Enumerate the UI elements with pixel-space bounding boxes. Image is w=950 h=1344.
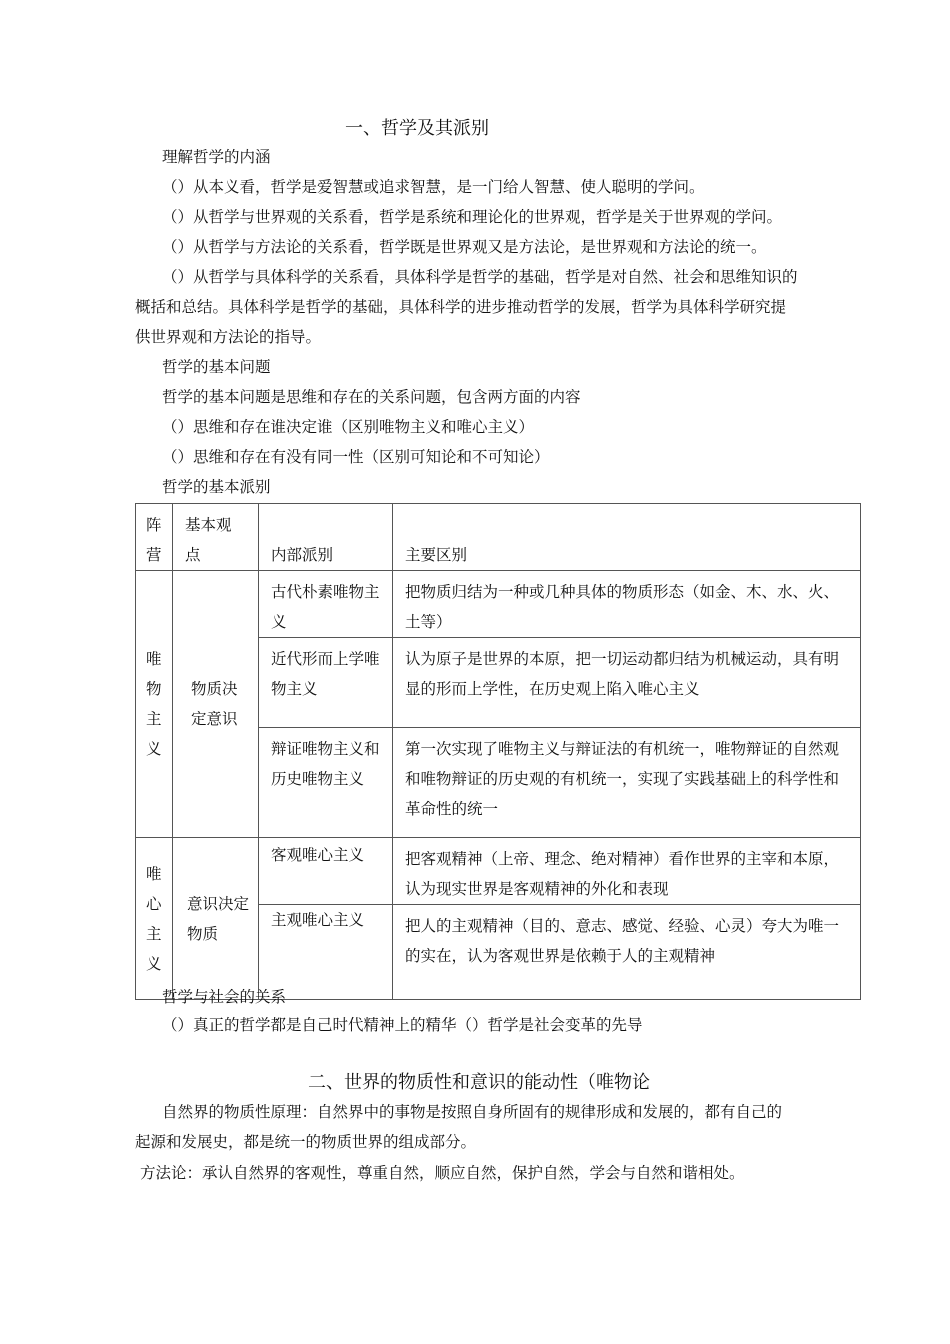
subheading-society: 哲学与社会的关系	[162, 988, 287, 1006]
paragraph: （）从哲学与具体科学的关系看，具体科学是哲学的基础，哲学是对自然、社会和思维知识的	[162, 268, 798, 286]
paragraph: （）从哲学与世界观的关系看，哲学是系统和理论化的世界观，哲学是关于世界观的学问。	[162, 208, 783, 226]
paragraph: 概括和总结。具体科学是哲学的基础，具体科学的进步推动哲学的发展，哲学为具体科学研究提	[135, 298, 787, 316]
header-view: 基本观点	[173, 504, 259, 571]
difference-cell: 把客观精神（上帝、理念、绝对精神）看作世界的主宰和本原，认为现实世界是客观精神的外化和表现	[393, 838, 861, 905]
header-difference: 主要区别	[393, 504, 861, 571]
subheading-basic-question: 哲学的基本问题	[162, 358, 271, 376]
paragraph: 方法论：承认自然界的客观性，尊重自然，顺应自然，保护自然，学会与自然和谐相处。	[140, 1164, 745, 1182]
header-school: 内部派别	[259, 504, 393, 571]
difference-cell: 把人的主观精神（目的、意志、感觉、经验、心灵）夸大为唯一的实在，认为客观世界是依赖于人的主观精神	[393, 905, 861, 1000]
school-cell: 古代朴素唯物主义	[259, 571, 393, 638]
difference-cell: 把物质归结为一种或几种具体的物质形态（如金、木、水、火、土等）	[393, 571, 861, 638]
paragraph: （）从哲学与方法论的关系看，哲学既是世界观又是方法论，是世界观和方法论的统一。	[162, 238, 767, 256]
school-cell: 辩证唯物主义和历史唯物主义	[259, 728, 393, 838]
paragraph: （）从本义看，哲学是爱智慧或追求智慧，是一门给人智慧、使人聪明的学问。	[162, 178, 705, 196]
school-cell: 近代形而上学唯物主义	[259, 638, 393, 728]
subheading-connotation: 理解哲学的内涵	[162, 148, 271, 166]
subheading-basic-schools: 哲学的基本派别	[162, 478, 271, 496]
difference-cell: 第一次实现了唯物主义与辩证法的有机统一，唯物辩证的自然观和唯物辩证的历史观的有机统一，实现了实践基础上的科学性和革命性的统一	[393, 728, 861, 838]
header-camp: 阵营	[136, 504, 173, 571]
section1-title: 一、哲学及其派别	[345, 118, 489, 139]
camp-materialism: 唯物主义	[136, 571, 173, 838]
paragraph: 起源和发展史，都是统一的物质世界的组成部分。	[135, 1133, 477, 1151]
table-row	[136, 838, 861, 905]
section2-title: 二、世界的物质性和意识的能动性（唯物论	[308, 1072, 650, 1093]
paragraph: （）真正的哲学都是自己时代精神上的精华（）哲学是社会变革的先导	[162, 1016, 643, 1034]
paragraph: 自然界的物质性原理：自然界中的事物是按照自身所固有的规律形成和发展的，都有自己的	[162, 1103, 783, 1121]
paragraph: （）思维和存在有没有同一性（区别可知论和不可知论）	[162, 448, 550, 466]
camp-idealism: 唯心主义	[136, 838, 173, 1000]
view-idealism: 意识决定物质	[173, 838, 259, 1000]
philosophy-schools-table	[135, 503, 861, 1000]
paragraph: （）思维和存在谁决定谁（区别唯物主义和唯心主义）	[162, 418, 535, 436]
table-row	[136, 571, 861, 638]
view-materialism: 物质决定意识	[173, 571, 259, 838]
school-cell: 客观唯心主义	[259, 838, 393, 905]
difference-cell: 认为原子是世界的本原，把一切运动都归结为机械运动，具有明显的形而上学性，在历史观上陷入唯心主义	[393, 638, 861, 728]
table-header-row	[136, 504, 861, 571]
paragraph: 供世界观和方法论的指导。	[135, 328, 322, 346]
school-cell: 主观唯心主义	[259, 905, 393, 1000]
paragraph: 哲学的基本问题是思维和存在的关系问题，包含两方面的内容	[162, 388, 581, 406]
